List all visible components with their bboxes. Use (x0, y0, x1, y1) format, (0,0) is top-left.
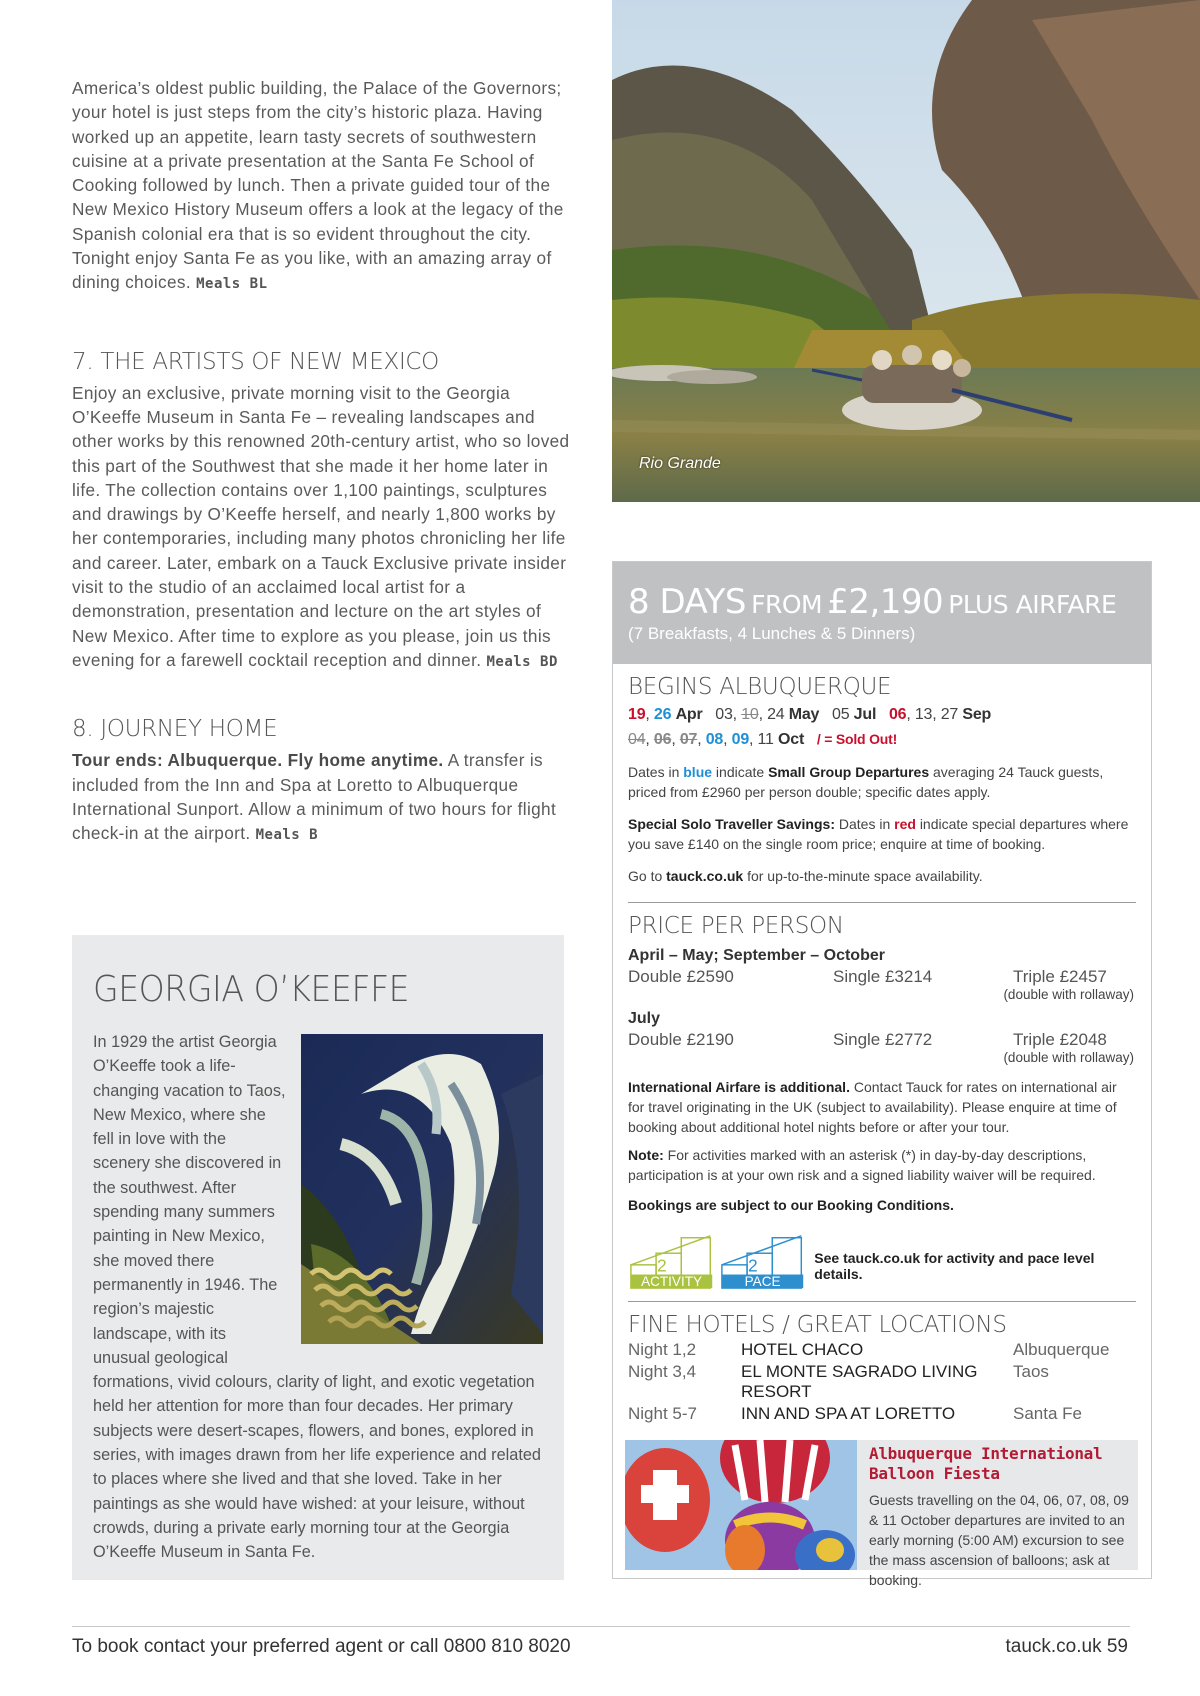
pace-label: PACE (744, 1274, 781, 1290)
hotel-location: Albuquerque (1013, 1340, 1110, 1359)
booking-conditions (628, 1195, 1136, 1215)
hotel-list (628, 1340, 1136, 1424)
hotel-nights: Night 1,2 (628, 1340, 697, 1359)
intro-text: America’s oldest public building, the Palace of the Governors; your hotel is just steps from the city’s historic plaza. Having worked up an appetite, learn tasty secrets of southwestern cuisine at a private presentation at the Santa Fe School of Cooking followed by lunch. Then a private guided tour of the New Mexico History Museum offers a look at the legacy of the Spanish colonial era that is so evident throughout the city. Tonight enjoy Santa Fe as you like, with an amazing array of dining choices. (72, 78, 564, 293)
month-apr: Apr (675, 706, 703, 723)
date-06-sep: 06 (888, 706, 907, 723)
left-column (72, 76, 570, 847)
solo-savings-pre: Dates in (838, 816, 891, 832)
activity-level-icon (628, 1229, 715, 1291)
tour-info-body (613, 664, 1151, 1424)
availability-pre: Go to (628, 868, 663, 884)
date-19-apr: 19 (628, 706, 646, 723)
availability-note (628, 866, 1136, 886)
day8-meals: Meals B (255, 827, 319, 844)
airfare-bold: International Airfare is additional. (628, 1079, 850, 1095)
month-may: May (788, 706, 820, 723)
solo-savings-bold: Special Solo Traveller Savings: (628, 816, 835, 832)
airfare-text: Contact Tauck for rates on international air for travel originating in the UK (subject to availability). Please enquire at time of booking about additional hotel nights before or after your tour. (628, 1079, 1117, 1135)
price-period-2: July (628, 1010, 661, 1027)
month-jul: Jul (853, 706, 877, 723)
departure-dates-row-1: 19, 26 Apr 03, 10, 24 May 05 Jul 06, 13, 27 Sep (628, 706, 992, 723)
okeeffe-body (93, 1030, 543, 1565)
date-09-oct: 09 (731, 731, 750, 748)
hotels-heading: FINE HOTELS / GREAT LOCATIONS (628, 1312, 1007, 1338)
availability-post: for up-to-the-minute space availability. (747, 868, 983, 884)
day7-heading: 7. THE ARTISTS OF NEW MEXICO (72, 348, 439, 375)
rollaway-note-1: (double with rollaway) (1003, 987, 1134, 1002)
activity-level-number: 2 (657, 1255, 667, 1276)
hotel-name: EL MONTE SAGRADO LIVING RESORT (741, 1362, 978, 1401)
price-period-1: April – May; September – October (628, 947, 885, 964)
balloon-fiesta-text (857, 1440, 1138, 1588)
photo-caption: Rio Grande (639, 455, 721, 472)
price-double-2: Double £2190 (628, 1030, 734, 1049)
hotel-name: HOTEL CHACO (741, 1340, 864, 1359)
day8-paragraph (72, 748, 570, 847)
day7-text: Enjoy an exclusive, private morning visit to the Georgia O’Keeffe Museum in Santa Fe – revealing landscapes and other works by this renowned 20th-century artist, who so loved this part of the Southwest that she made it her home later in life. The collection contains over 1,100 paintings, sculptures and drawings by O’Keeffe herself, and nearly 1,800 works by her contemporaries, including many photos chronicling her life and career. Later, embark on a Tauck Exclusive private insider visit to the studio of an acclaimed local artist for a demonstration, presentation and lecture on the art styles of New Mexico. After time to explore as you please, join us this evening for a farewell cocktail reception and dinner. (72, 382, 570, 670)
okeeffe-text: In 1929 the artist Georgia O’Keeffe took a life-changing vacation to Taos, New Mexico, where she fell in love with the scenery she discovered in the southwest. After spending many summers painting in New Mexico, she moved there permanently in 1946. The region’s majestic landscape, with its unusual geological formations, vivid colours, clarity of light, and exotic vegetation held her attention for more than four decades. Her primary subjects were desert-scapes, flowers, and bones, explored in series, with images drawn from her life experience and related to places where she lived and that she loved. Take in her paintings as she would have wished: at your leisure, without crowds, during a private early morning tour at the Georgia O’Keeffe Museum in Santa Fe. (93, 1033, 541, 1562)
solo-savings-note (628, 814, 1136, 854)
footer-site-page-number: tauck.co.uk 59 (1005, 1636, 1128, 1657)
date-04-oct-sold-out: 04 (628, 731, 646, 748)
date-06-oct-sold-out: 06 (653, 731, 672, 748)
month-oct: Oct (778, 731, 805, 748)
divider (628, 1301, 1136, 1302)
price-row-1 (628, 967, 1136, 987)
day7-meals: Meals BD (486, 653, 558, 670)
month-sep: Sep (962, 706, 992, 723)
day8-lead: Tour ends: Albuquerque. Fly home anytime. (72, 750, 444, 771)
price-triple-1: Triple £2457 (1013, 967, 1107, 986)
price-heading: PRICE PER PERSON (628, 913, 844, 939)
tour-days: 8 DAYS (628, 582, 746, 622)
date-10-may-sold-out: 10 (741, 706, 759, 723)
note-bold: Note: (628, 1147, 664, 1163)
balloon-fiesta-desc: Guests travelling on the 04, 06, 07, 08, 09 & 11 October departures are invited to an early morning (5:00 AM) excursion to see the mass ascension of balloons; ask at booking. (869, 1492, 1129, 1588)
solo-savings-post: indicate special departures where you save £140 on the single room price; enquire at time of booking. (628, 816, 1129, 852)
activity-pace-row (628, 1229, 1136, 1291)
tour-days-price (628, 582, 1136, 622)
date-13-27-sep: , 13, 27 (906, 706, 959, 723)
small-group-note-mid: indicate (715, 764, 765, 780)
footer-divider (72, 1626, 1130, 1627)
small-group-note-blue: blue (683, 764, 713, 780)
okeeffe-sidebar (72, 935, 564, 1580)
pace-level-icon (719, 1229, 806, 1291)
activity-label: ACTIVITY (641, 1274, 703, 1290)
asterisk-note (628, 1145, 1136, 1185)
price-double-1: Double £2590 (628, 967, 734, 986)
pace-level-number: 2 (748, 1255, 758, 1276)
date-03-may: 03, (715, 706, 737, 723)
day8-heading: 8. JOURNEY HOME (72, 716, 278, 743)
small-group-note-bold: Small Group Departures (768, 764, 930, 780)
divider (628, 902, 1136, 903)
tour-price: £2,190 (827, 582, 944, 622)
date-24-may: , 24 (758, 706, 785, 723)
okeeffe-painting-image (301, 1034, 543, 1344)
hotel-nights: Night 5-7 (628, 1404, 697, 1423)
tauck-link[interactable]: tauck.co.uk (666, 868, 744, 884)
price-triple-2: Triple £2048 (1013, 1030, 1107, 1049)
price-row-2 (628, 1030, 1136, 1050)
intro-paragraph (72, 76, 570, 297)
note-text: For activities marked with an asterisk (*) in day-by-day descriptions, participation is at your own risk and a signed liability waiver will be required. (628, 1147, 1096, 1183)
balloon-fiesta-image (625, 1440, 857, 1570)
balloon-fiesta-panel (625, 1440, 1138, 1588)
rollaway-note-2: (double with rollaway) (1003, 1050, 1134, 1065)
date-07-oct-sold-out: 07 (679, 731, 698, 748)
booking-conditions-text: Bookings are subject to our Booking Conditions. (628, 1197, 954, 1213)
small-group-note-post: averaging 24 Tauck guests, priced from £2960 per person double; specific dates apply. (628, 764, 1104, 800)
hotel-row (628, 1362, 1136, 1402)
small-group-note-pre: Dates in (628, 764, 680, 780)
hotel-nights: Night 3,4 (628, 1362, 697, 1381)
departure-dates-row-2: 04, 06, 07, 08, 09, 11 Oct / = Sold Out! (628, 731, 898, 748)
hotel-row (628, 1404, 1136, 1424)
tour-plus-airfare: PLUS AIRFARE (948, 590, 1117, 619)
hotel-name: INN AND SPA AT LORETTO (741, 1404, 956, 1423)
footer-booking-contact: To book contact your preferred agent or call 0800 810 8020 (72, 1636, 571, 1657)
rio-grande-photo (612, 0, 1200, 502)
tour-from-label: FROM (751, 590, 823, 619)
begins-heading: BEGINS ALBUQUERQUE (628, 674, 892, 700)
hotel-row (628, 1340, 1136, 1360)
tour-price-header (613, 562, 1151, 664)
price-single-2: Single £2772 (833, 1030, 933, 1049)
activity-pace-details-link[interactable]: See tauck.co.uk for activity and pace level details. (814, 1250, 1095, 1282)
tour-info-box (612, 561, 1152, 1588)
rafting-image (612, 0, 1200, 502)
airfare-note (628, 1077, 1136, 1137)
small-group-note (628, 762, 1136, 802)
date-05-jul: 05 (832, 706, 850, 723)
hotel-location: Taos (1013, 1362, 1049, 1381)
date-11-oct: 11 (757, 731, 774, 748)
day7-paragraph (72, 381, 570, 675)
date-26-apr: 26 (653, 706, 672, 723)
day8-text: A transfer is included from the Inn and Spa at Loretto to Albuquerque International Sunport. Allow a minimum of two hours for flight check-in at the airport. (72, 750, 557, 844)
sold-out-legend: / = Sold Out! (816, 731, 898, 747)
tour-meals: (7 Breakfasts, 4 Lunches & 5 Dinners) (628, 624, 916, 643)
balloon-fiesta-title: Albuquerque International Balloon Fiesta (869, 1444, 1103, 1483)
hotel-location: Santa Fe (1013, 1404, 1082, 1423)
date-08-oct: 08 (705, 731, 724, 748)
solo-savings-red: red (894, 816, 916, 832)
intro-meals: Meals BL (196, 276, 268, 293)
okeeffe-title: GEORGIA O’KEEFFE (93, 969, 410, 1010)
price-single-1: Single £3214 (833, 967, 933, 986)
